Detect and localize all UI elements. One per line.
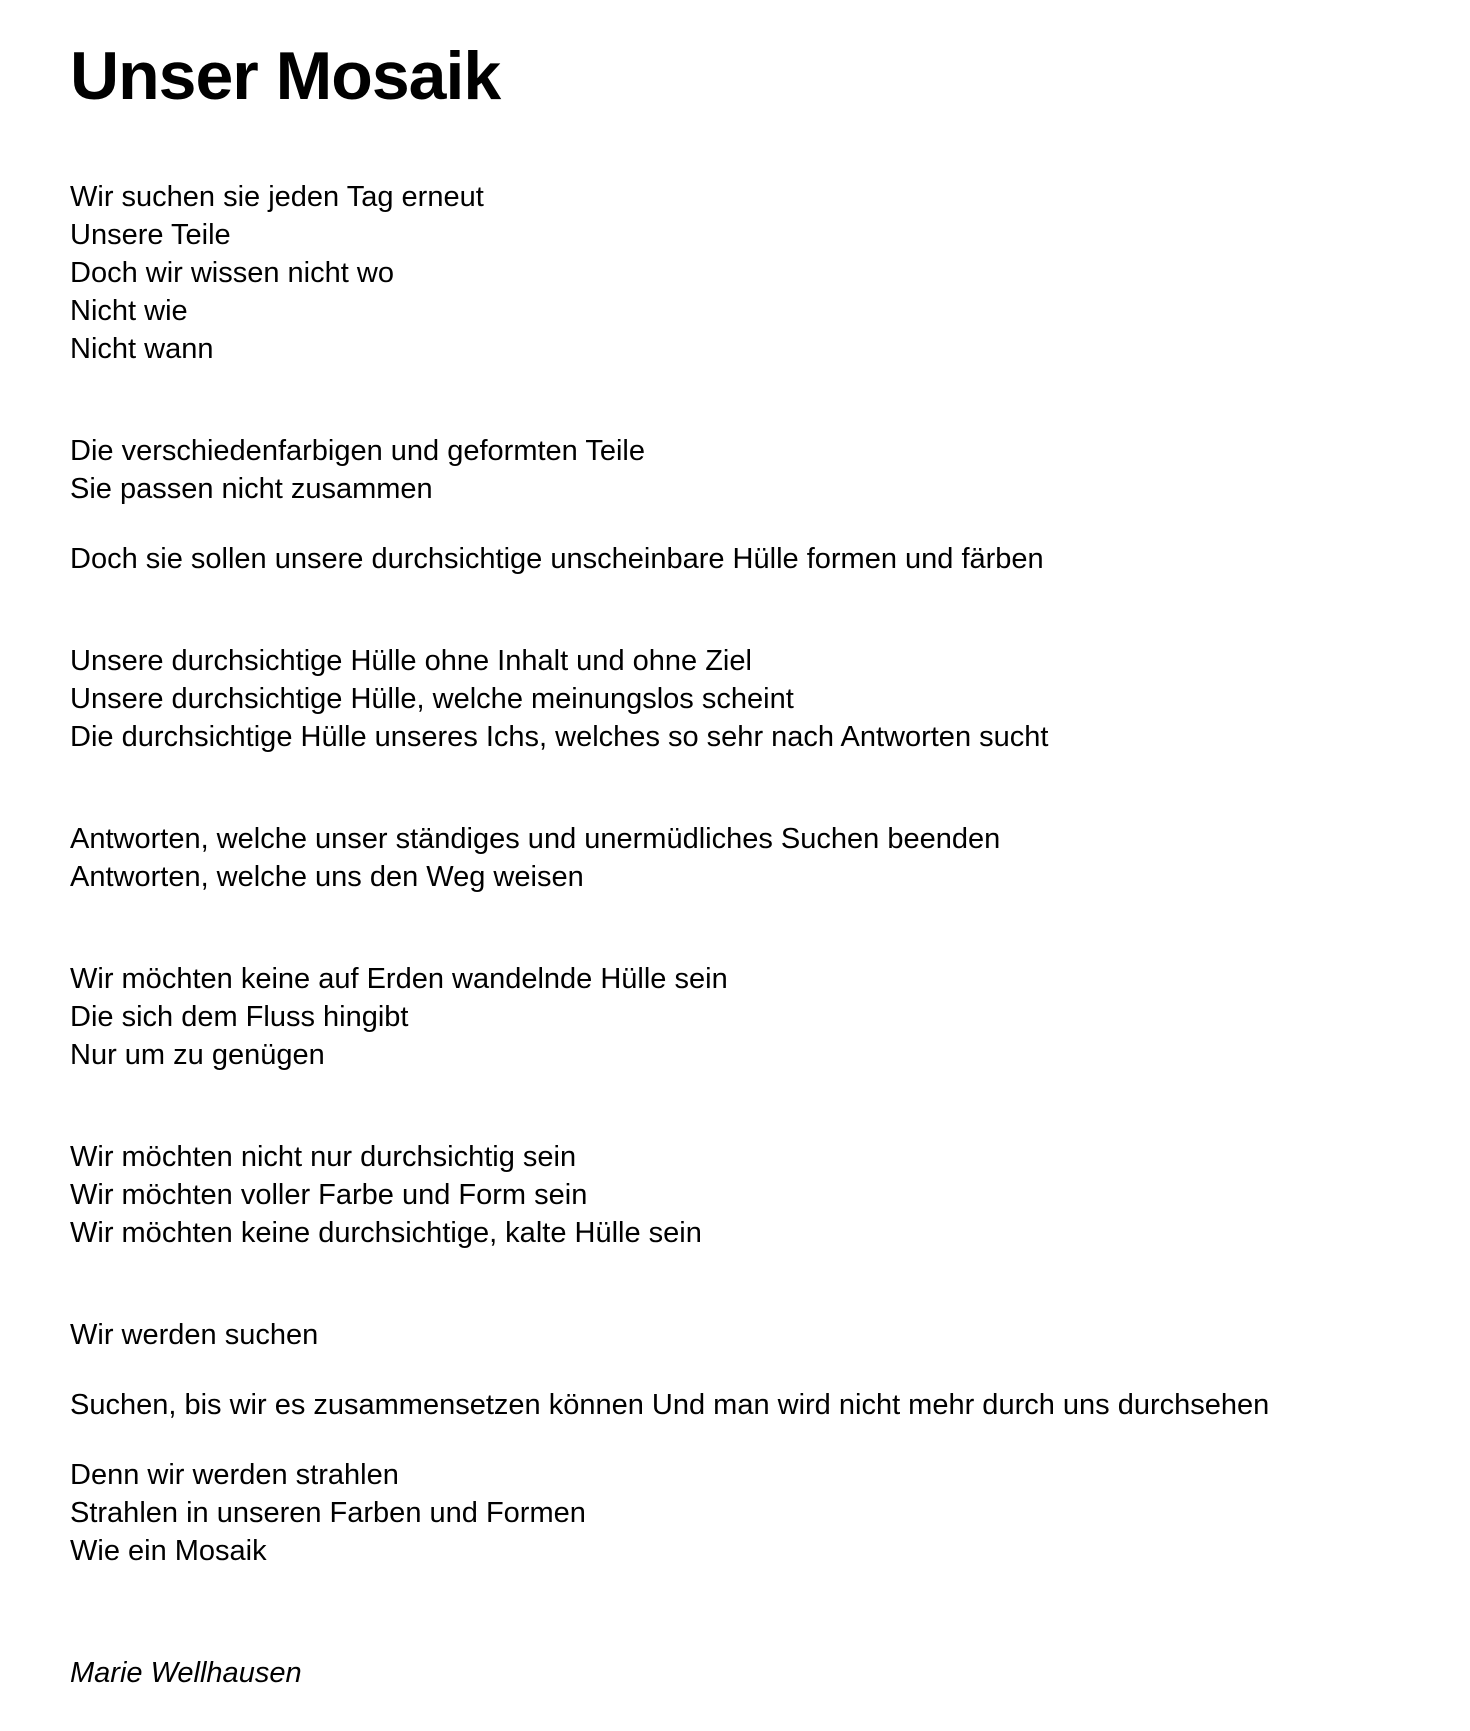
poem-line: Die verschiedenfarbigen und geformten Teile: [70, 435, 645, 468]
poem-stanza: [70, 642, 1410, 756]
poem-title: Unser Mosaik: [70, 38, 501, 114]
poem-line: Antworten, welche unser ständiges und unermüdliches Suchen beenden: [70, 823, 1001, 856]
poem-line: Wir werden suchen: [70, 1319, 319, 1352]
poem-line: Nur um zu genügen: [70, 1039, 325, 1072]
poem-line: Wir möchten voller Farbe und Form sein: [70, 1179, 588, 1212]
poem-stanza: [70, 540, 1410, 578]
poem-line: Wir möchten nicht nur durchsichtig sein: [70, 1141, 577, 1174]
poem-stanza: [70, 820, 1410, 896]
poem-stanza: [70, 1456, 1410, 1570]
poem-line: Antworten, welche uns den Weg weisen: [70, 861, 584, 894]
poem-line: Unsere Teile: [70, 219, 231, 252]
poem-stanza: [70, 432, 1410, 508]
poem-stanza: [70, 960, 1410, 1074]
poem-line: Unsere durchsichtige Hülle, welche meinungslos scheint: [70, 683, 794, 716]
poem-line: Wir möchten keine durchsichtige, kalte Hülle sein: [70, 1217, 702, 1250]
poem-line: Suchen, bis wir es zusammensetzen können Und man wird nicht mehr durch uns durchsehen: [70, 1389, 1270, 1422]
poem-line: Nicht wann: [70, 333, 214, 366]
poem-line: Nicht wie: [70, 295, 188, 328]
poem-line: Unsere durchsichtige Hülle ohne Inhalt und ohne Ziel: [70, 645, 752, 678]
poem-line: Die sich dem Fluss hingibt: [70, 1001, 409, 1034]
poem-stanza: [70, 1386, 1410, 1424]
poem-line: Wir suchen sie jeden Tag erneut: [70, 181, 484, 214]
poem-author: Marie Wellhausen: [70, 1657, 302, 1690]
poem-body: [70, 178, 1410, 1692]
poem-line: Strahlen in unseren Farben und Formen: [70, 1497, 586, 1530]
poem-line: Doch sie sollen unsere durchsichtige unscheinbare Hülle formen und färben: [70, 543, 1044, 576]
poem-stanza: [70, 1138, 1410, 1252]
poem-line: Sie passen nicht zusammen: [70, 473, 433, 506]
poem-line: Doch wir wissen nicht wo: [70, 257, 394, 290]
poem-line: Wie ein Mosaik: [70, 1535, 267, 1568]
poem-line: Wir möchten keine auf Erden wandelnde Hülle sein: [70, 963, 728, 996]
poem-line: Die durchsichtige Hülle unseres Ichs, welches so sehr nach Antworten sucht: [70, 721, 1049, 754]
poem-stanza: [70, 178, 1410, 368]
poem-stanza: [70, 1316, 1410, 1354]
poem-line: Denn wir werden strahlen: [70, 1459, 399, 1492]
